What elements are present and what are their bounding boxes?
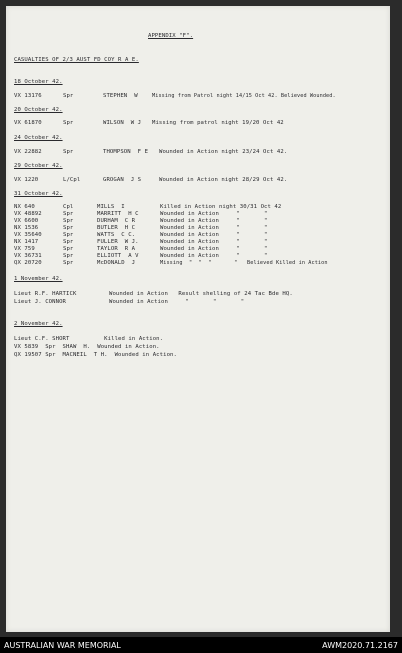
footer-institution: AUSTRALIAN WAR MEMORIAL <box>4 641 121 650</box>
entry-number: VX 22882 <box>14 149 42 155</box>
entry-rank: Spr <box>63 246 74 252</box>
entry-number: VX 1220 <box>14 177 39 183</box>
section-date: 24 October 42. <box>14 135 63 141</box>
entry-detail: Wounded in Action night 28/29 Oct 42. <box>159 177 288 183</box>
entry-rank: Spr <box>63 253 74 259</box>
entry-number: VX 6600 <box>14 218 39 224</box>
officer-name: Lieut R.F. HARTICK <box>14 291 77 297</box>
entry-rank: Spr <box>63 93 74 99</box>
entry-name: WILSON W J <box>103 120 142 126</box>
section-date: 20 October 42. <box>14 107 63 113</box>
entry-name: ELLIOTT A V <box>97 253 139 259</box>
appendix-title: APPENDIX "F". <box>148 33 194 39</box>
entry-detail: Missing from Patrol night 14/15 Oct 42. Believed Wounded. <box>152 93 336 99</box>
entry-name: GROGAN J S <box>103 177 142 183</box>
entry-detail: Killed in Action night 30/31 Oct 42 <box>160 204 282 210</box>
entry-detail: Wounded in Action " " <box>160 253 268 259</box>
entry-number: VX 61870 <box>14 120 42 126</box>
entry-detail: Wounded in Action night 23/24 Oct 42. <box>159 149 288 155</box>
entry-rank: Spr <box>63 239 74 245</box>
entry-name: STEPHEN W <box>103 93 138 99</box>
entry-number: NX 640 <box>14 204 35 210</box>
entry-line: Lieut C.F. SHORT Killed in Action. <box>14 336 164 342</box>
entry-name: BUTLER H C <box>97 225 136 231</box>
section-date: 29 October 42. <box>14 163 63 169</box>
entry-detail: Missing from patrol night 19/20 Oct 42 <box>152 120 284 126</box>
officer-detail: Wounded in Action Result shelling of 24 Tac Bde HQ. <box>109 291 293 297</box>
entry-rank: Spr <box>63 225 74 231</box>
entry-detail: Wounded in Action " " <box>160 239 268 245</box>
document-heading: CASUALTIES OF 2/3 AUST FD COY R A E. <box>14 57 139 63</box>
entry-rank: Cpl <box>63 204 74 210</box>
footer-reference: AWM2020.71.2167 <box>322 641 398 650</box>
entry-detail: Wounded in Action " " <box>160 232 268 238</box>
entry-number: QX 20720 <box>14 260 42 266</box>
entry-name: THOMPSON F E <box>103 149 149 155</box>
entry-number: VX 13176 <box>14 93 42 99</box>
entry-detail: Wounded in Action " " <box>160 211 268 217</box>
entry-name: DURHAM C R <box>97 218 136 224</box>
archive-footer <box>0 637 402 653</box>
entry-rank: Spr <box>63 120 74 126</box>
section-date: 1 November 42. <box>14 276 63 282</box>
entry-number: NX 1536 <box>14 225 39 231</box>
entry-number: VX 36731 <box>14 253 42 259</box>
entry-detail: Wounded in Action " " <box>160 218 268 224</box>
entry-rank: Spr <box>63 260 74 266</box>
entry-name: TAYLOR R A <box>97 246 136 252</box>
entry-number: VX 48892 <box>14 211 42 217</box>
entry-name: MILLS I <box>97 204 125 210</box>
entry-name: McDONALD J <box>97 260 136 266</box>
entry-detail: Wounded in Action " " <box>160 225 268 231</box>
entry-name: MARRITT H C <box>97 211 139 217</box>
section-date: 2 November 42. <box>14 321 63 327</box>
entry-rank: Spr <box>63 149 74 155</box>
entry-number: NX 1417 <box>14 239 39 245</box>
entry-name: WATTS C C. <box>97 232 136 238</box>
entry-rank: Spr <box>63 218 74 224</box>
entry-line: QX 19507 Spr MACNEIL T H. Wounded in Action. <box>14 352 177 358</box>
entry-number: VX 759 <box>14 246 35 252</box>
officer-name: Lieut J. CONNOR <box>14 299 67 305</box>
entry-rank: L/Cpl <box>63 177 81 183</box>
entry-name: FULLER W J. <box>97 239 139 245</box>
entry-rank: Spr <box>63 232 74 238</box>
entry-detail: Missing " " " " Believed Killed in Action <box>160 260 328 266</box>
officer-detail: Wounded in Action " " " <box>109 299 245 305</box>
section-date: 31 October 42. <box>14 191 63 197</box>
entry-number: VX 35640 <box>14 232 42 238</box>
document-page <box>6 6 390 632</box>
entry-line: VX 5839 Spr SHAW H. Wounded in Action. <box>14 344 160 350</box>
entry-detail: Wounded in Action " " <box>160 246 268 252</box>
section-date: 18 October 42. <box>14 79 63 85</box>
entry-rank: Spr <box>63 211 74 217</box>
